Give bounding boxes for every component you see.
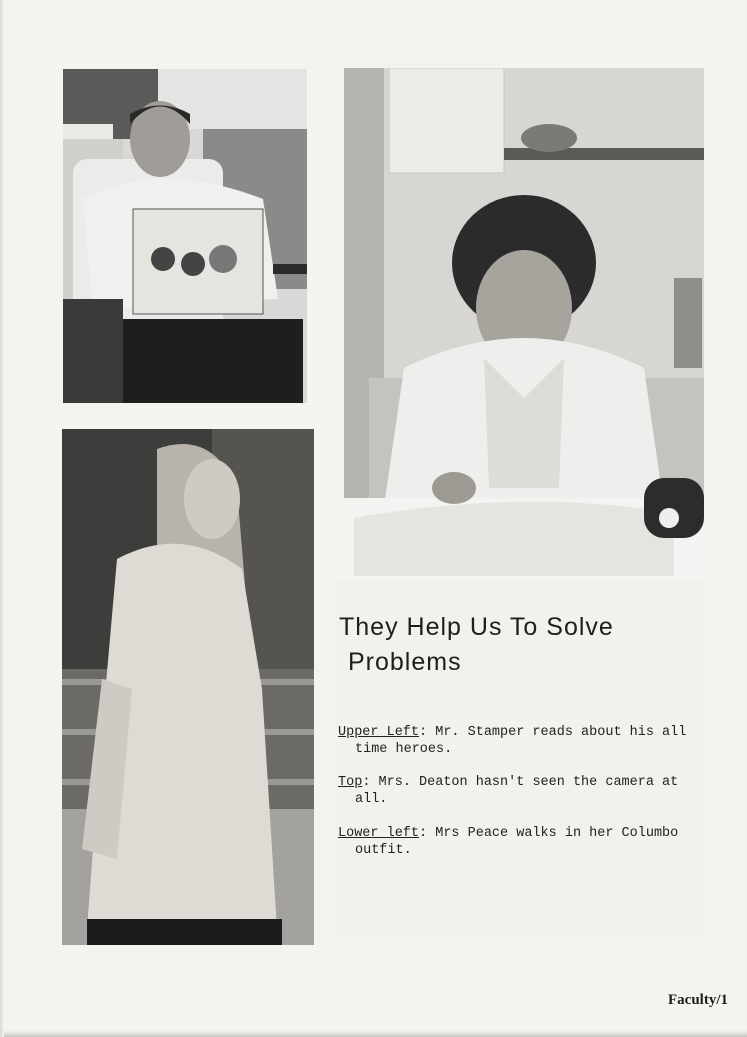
photo-top: [344, 68, 704, 576]
photo-upper-left: [63, 69, 307, 403]
caption-text: : Mrs Peace walks in her Columbo: [419, 826, 679, 841]
headline-line-1: They Help Us To Solve: [339, 613, 614, 641]
caption-text-continued: time heroes.: [355, 742, 453, 757]
binding-edge: [0, 0, 4, 1037]
caption-lower-left: [338, 825, 710, 859]
caption-lead: Top: [338, 775, 363, 790]
caption-text-continued: all.: [355, 792, 388, 807]
caption-text: : Mr. Stamper reads about his all: [419, 725, 687, 740]
headline-line-2: Problems: [348, 648, 462, 676]
caption-lead: Upper Left: [338, 725, 420, 740]
headline: [339, 610, 699, 680]
page-folio: Faculty/1: [668, 992, 728, 1008]
caption-text-continued: outfit.: [355, 843, 412, 858]
caption-upper-left: [338, 724, 710, 758]
photo-lower-left: [62, 429, 314, 945]
caption-lead: Lower left: [338, 826, 420, 841]
caption-top: [338, 774, 710, 808]
caption-text: : Mrs. Deaton hasn't seen the camera at: [362, 775, 679, 790]
